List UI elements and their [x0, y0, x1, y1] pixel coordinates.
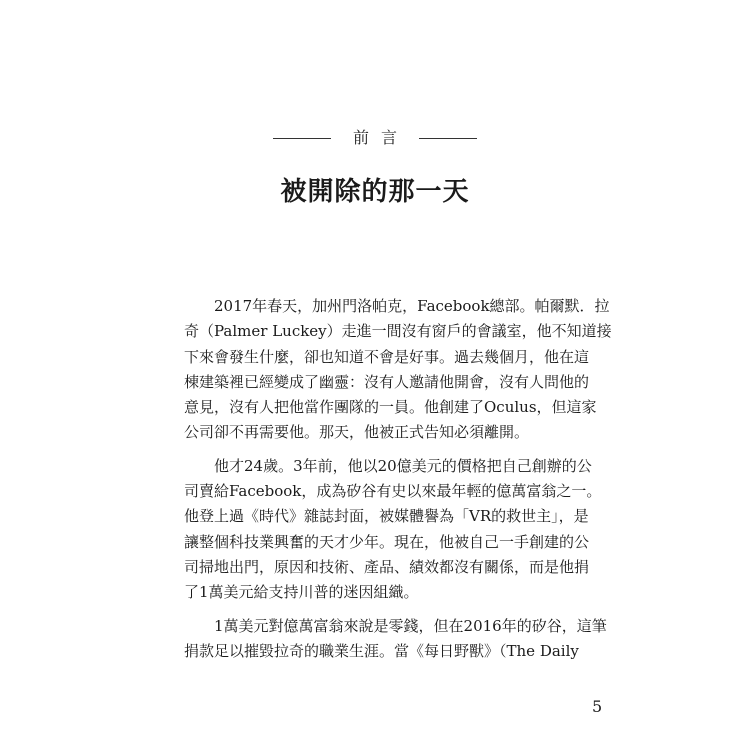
paragraph-1 — [184, 294, 612, 446]
text-line: 1萬美元對億萬富翁來說是零錢，但在2016年的矽谷，這筆 — [214, 616, 607, 635]
text-line: 2017年春天，加州門洛帕克，Facebook總部。帕爾默．拉 — [214, 297, 610, 315]
right-rule — [419, 138, 477, 139]
paragraph-2 — [184, 454, 602, 606]
text-line: 棟建築裡已經變成了幽靈：沒有人邀請他開會，沒有人問他的 — [184, 372, 590, 391]
text-line: 了1萬美元給支持川普的迷因組織。 — [184, 583, 419, 602]
text-line: 他才24歲。3年前，他以20億美元的價格把自己創辦的公 — [214, 456, 592, 475]
paragraph-spacer — [184, 606, 572, 614]
paragraph-spacer — [184, 446, 572, 454]
left-rule — [273, 138, 331, 139]
text-line: 司賣給Facebook，成為矽谷有史以來最年輕的億萬富翁之一。 — [184, 482, 602, 501]
page-number: 5 — [592, 697, 603, 716]
text-line: 捐款足以摧毀拉奇的職業生涯。當《每日野獸》（The Daily — [184, 641, 579, 660]
section-label: 前言 — [352, 128, 409, 147]
section-header — [0, 126, 750, 150]
text-line: 他登上過《時代》雜誌封面，被媒體譽為「VR的救世主」，是 — [184, 507, 589, 526]
text-line: 奇（Palmer Luckey）走進一間沒有窗戶的會議室，他不知道接 — [184, 322, 612, 341]
text-line: 公司卻不再需要他。那天，他被正式告知必須離開。 — [184, 423, 530, 442]
text-line: 讓整個科技業興奮的天才少年。現在，他被自己一手創建的公 — [184, 532, 590, 551]
body-text — [184, 294, 612, 664]
paragraph-3 — [184, 614, 607, 665]
text-line: 司掃地出門，原因和技術、產品、績效都沒有關係，而是他捐 — [184, 557, 590, 576]
text-line: 意見，沒有人把他當作團隊的一員。他創建了Oculus，但這家 — [184, 398, 597, 417]
text-line: 下來會發生什麼，卻也知道不會是好事。過去幾個月，他在這 — [184, 347, 590, 366]
chapter-title: 被開除的那一天 — [280, 177, 470, 207]
